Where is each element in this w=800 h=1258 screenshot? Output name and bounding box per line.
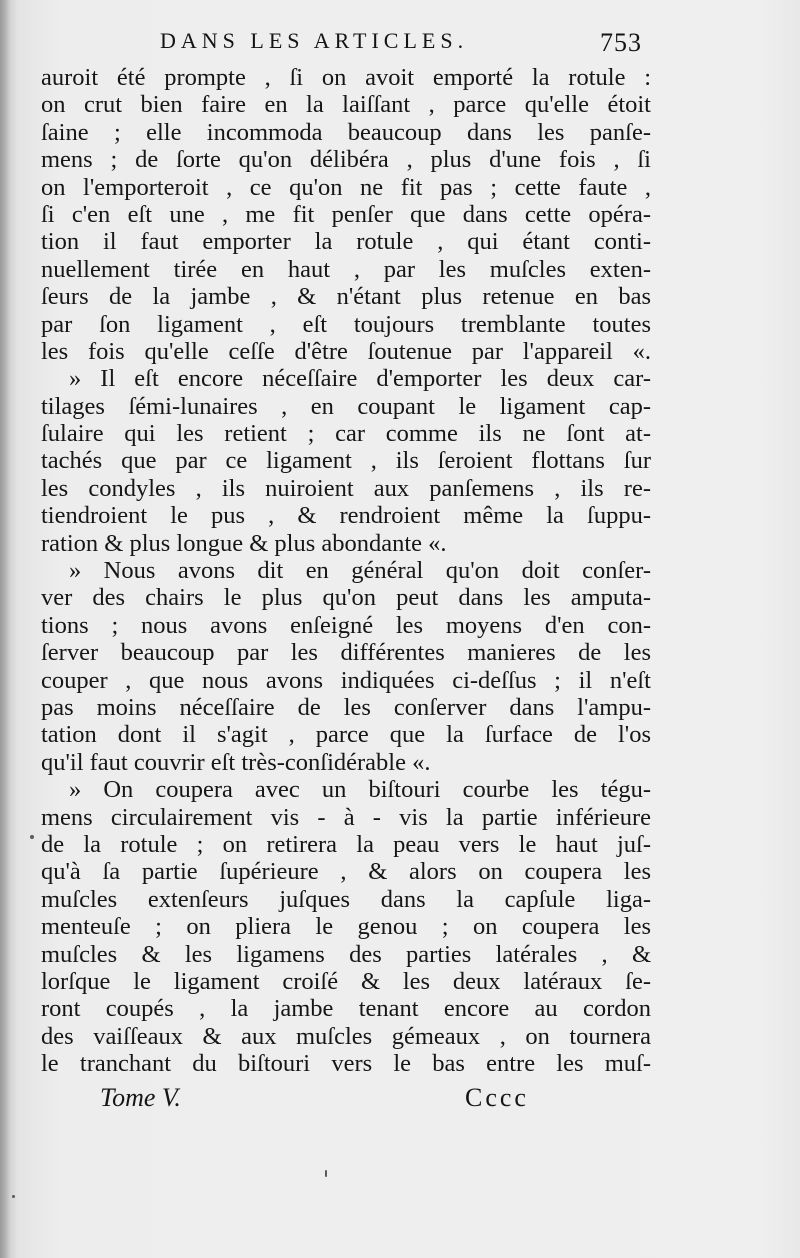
paper-speck [30,835,34,839]
text-line: qu'il faut couvrir eſt très-conſidérable «. [41,748,431,776]
page-footer [100,1083,570,1117]
gutter-shadow [0,0,10,1258]
text-line: ſulaire qui les retient ; car comme ils ne ſont at- [41,420,651,448]
text-line: on l'emporteroit , ce qu'on ne fit pas ; cette faute , [41,173,651,201]
text-line: » On coupera avec un biſtouri courbe les tégu- [69,776,651,804]
text-line: les condyles , ils nuiroient aux panſemens , ils re- [41,474,651,502]
running-head [160,28,642,58]
text-line: par ſon ligament , eſt toujours tremblante toutes [41,310,651,338]
text-line: ront coupés , la jambe tenant encore au cordon [41,995,651,1023]
text-line: on crut bien faire en la laiſſant , parce qu'elle étoit [41,91,651,119]
text-line: mens circulairement vis - à - vis la partie inférieure [41,803,651,831]
text-line: tilages ſémi-lunaires , en coupant le ligament cap- [41,392,651,420]
text-line: les fois qu'elle ceſſe d'être ſoutenue par l'appareil «. [41,337,651,365]
body-text [41,64,651,1077]
text-line: des vaiſſeaux & aux muſcles gémeaux , on tournera [41,1022,651,1050]
text-line: ſaine ; elle incommoda beaucoup dans les panſe- [41,118,651,146]
text-line: tiendroient le pus , & rendroient même la ſuppu- [41,502,651,530]
text-line: ſi c'en eſt une , me fit penſer que dans cette opéra- [41,200,651,228]
text-line: tation dont il s'agit , parce que la ſurface de l'os [41,721,651,749]
page-number: 753 [600,28,642,57]
text-line: tachés que par ce ligament , ils ſeroient flottans ſur [41,447,651,475]
text-line: lorſque le ligament croiſé & les deux latéraux ſe- [41,967,651,995]
text-line: ver des chairs le plus qu'on peut dans les amputa- [41,584,651,612]
text-line: tions ; nous avons enſeigné les moyens d'en con- [41,611,651,639]
text-line: » Nous avons dit en général qu'on doit conſer- [69,557,651,585]
text-line: » Il eſt encore néceſſaire d'emporter les deux car- [69,365,651,393]
text-line: ration & plus longue & plus abondante «. [41,529,447,557]
text-line: nuellement tirée en haut , par les muſcles exten- [41,255,651,283]
text-line: couper , que nous avons indiquées ci-deſſus ; il n'eſt [41,666,651,694]
text-line: pas moins néceſſaire de les conſerver dans l'ampu- [41,693,651,721]
text-line: muſcles & les ligamens des parties latérales , & [41,940,651,968]
text-line: ſeurs de la jambe , & n'étant plus retenue en bas [41,283,651,311]
text-line: auroit été prompte , ſi on avoit emporté la rotule : [41,64,651,91]
volume-label: Tome V. [100,1083,181,1112]
text-line: le tranchant du biſtouri vers le bas entre les muſ- [41,1050,651,1078]
text-line: de la rotule ; on retirera la peau vers le haut juſ- [41,830,651,858]
paper-speck [325,1170,327,1177]
text-line: tion il faut emporter la rotule , qui étant conti- [41,228,651,256]
paper-speck [12,1195,15,1198]
text-line: muſcles extenſeurs juſques dans la capſule liga- [41,885,651,913]
text-line: mens ; de ſorte qu'on délibéra , plus d'une fois , ſi [41,146,651,174]
signature-mark: Cccc [465,1083,529,1112]
text-line: ſerver beaucoup par les différentes manieres de les [41,639,651,667]
text-line: qu'à ſa partie ſupérieure , & alors on coupera les [41,858,651,886]
running-title: DANS LES ARTICLES. [160,28,469,53]
text-line: menteuſe ; on pliera le genou ; on coupera les [41,913,651,941]
